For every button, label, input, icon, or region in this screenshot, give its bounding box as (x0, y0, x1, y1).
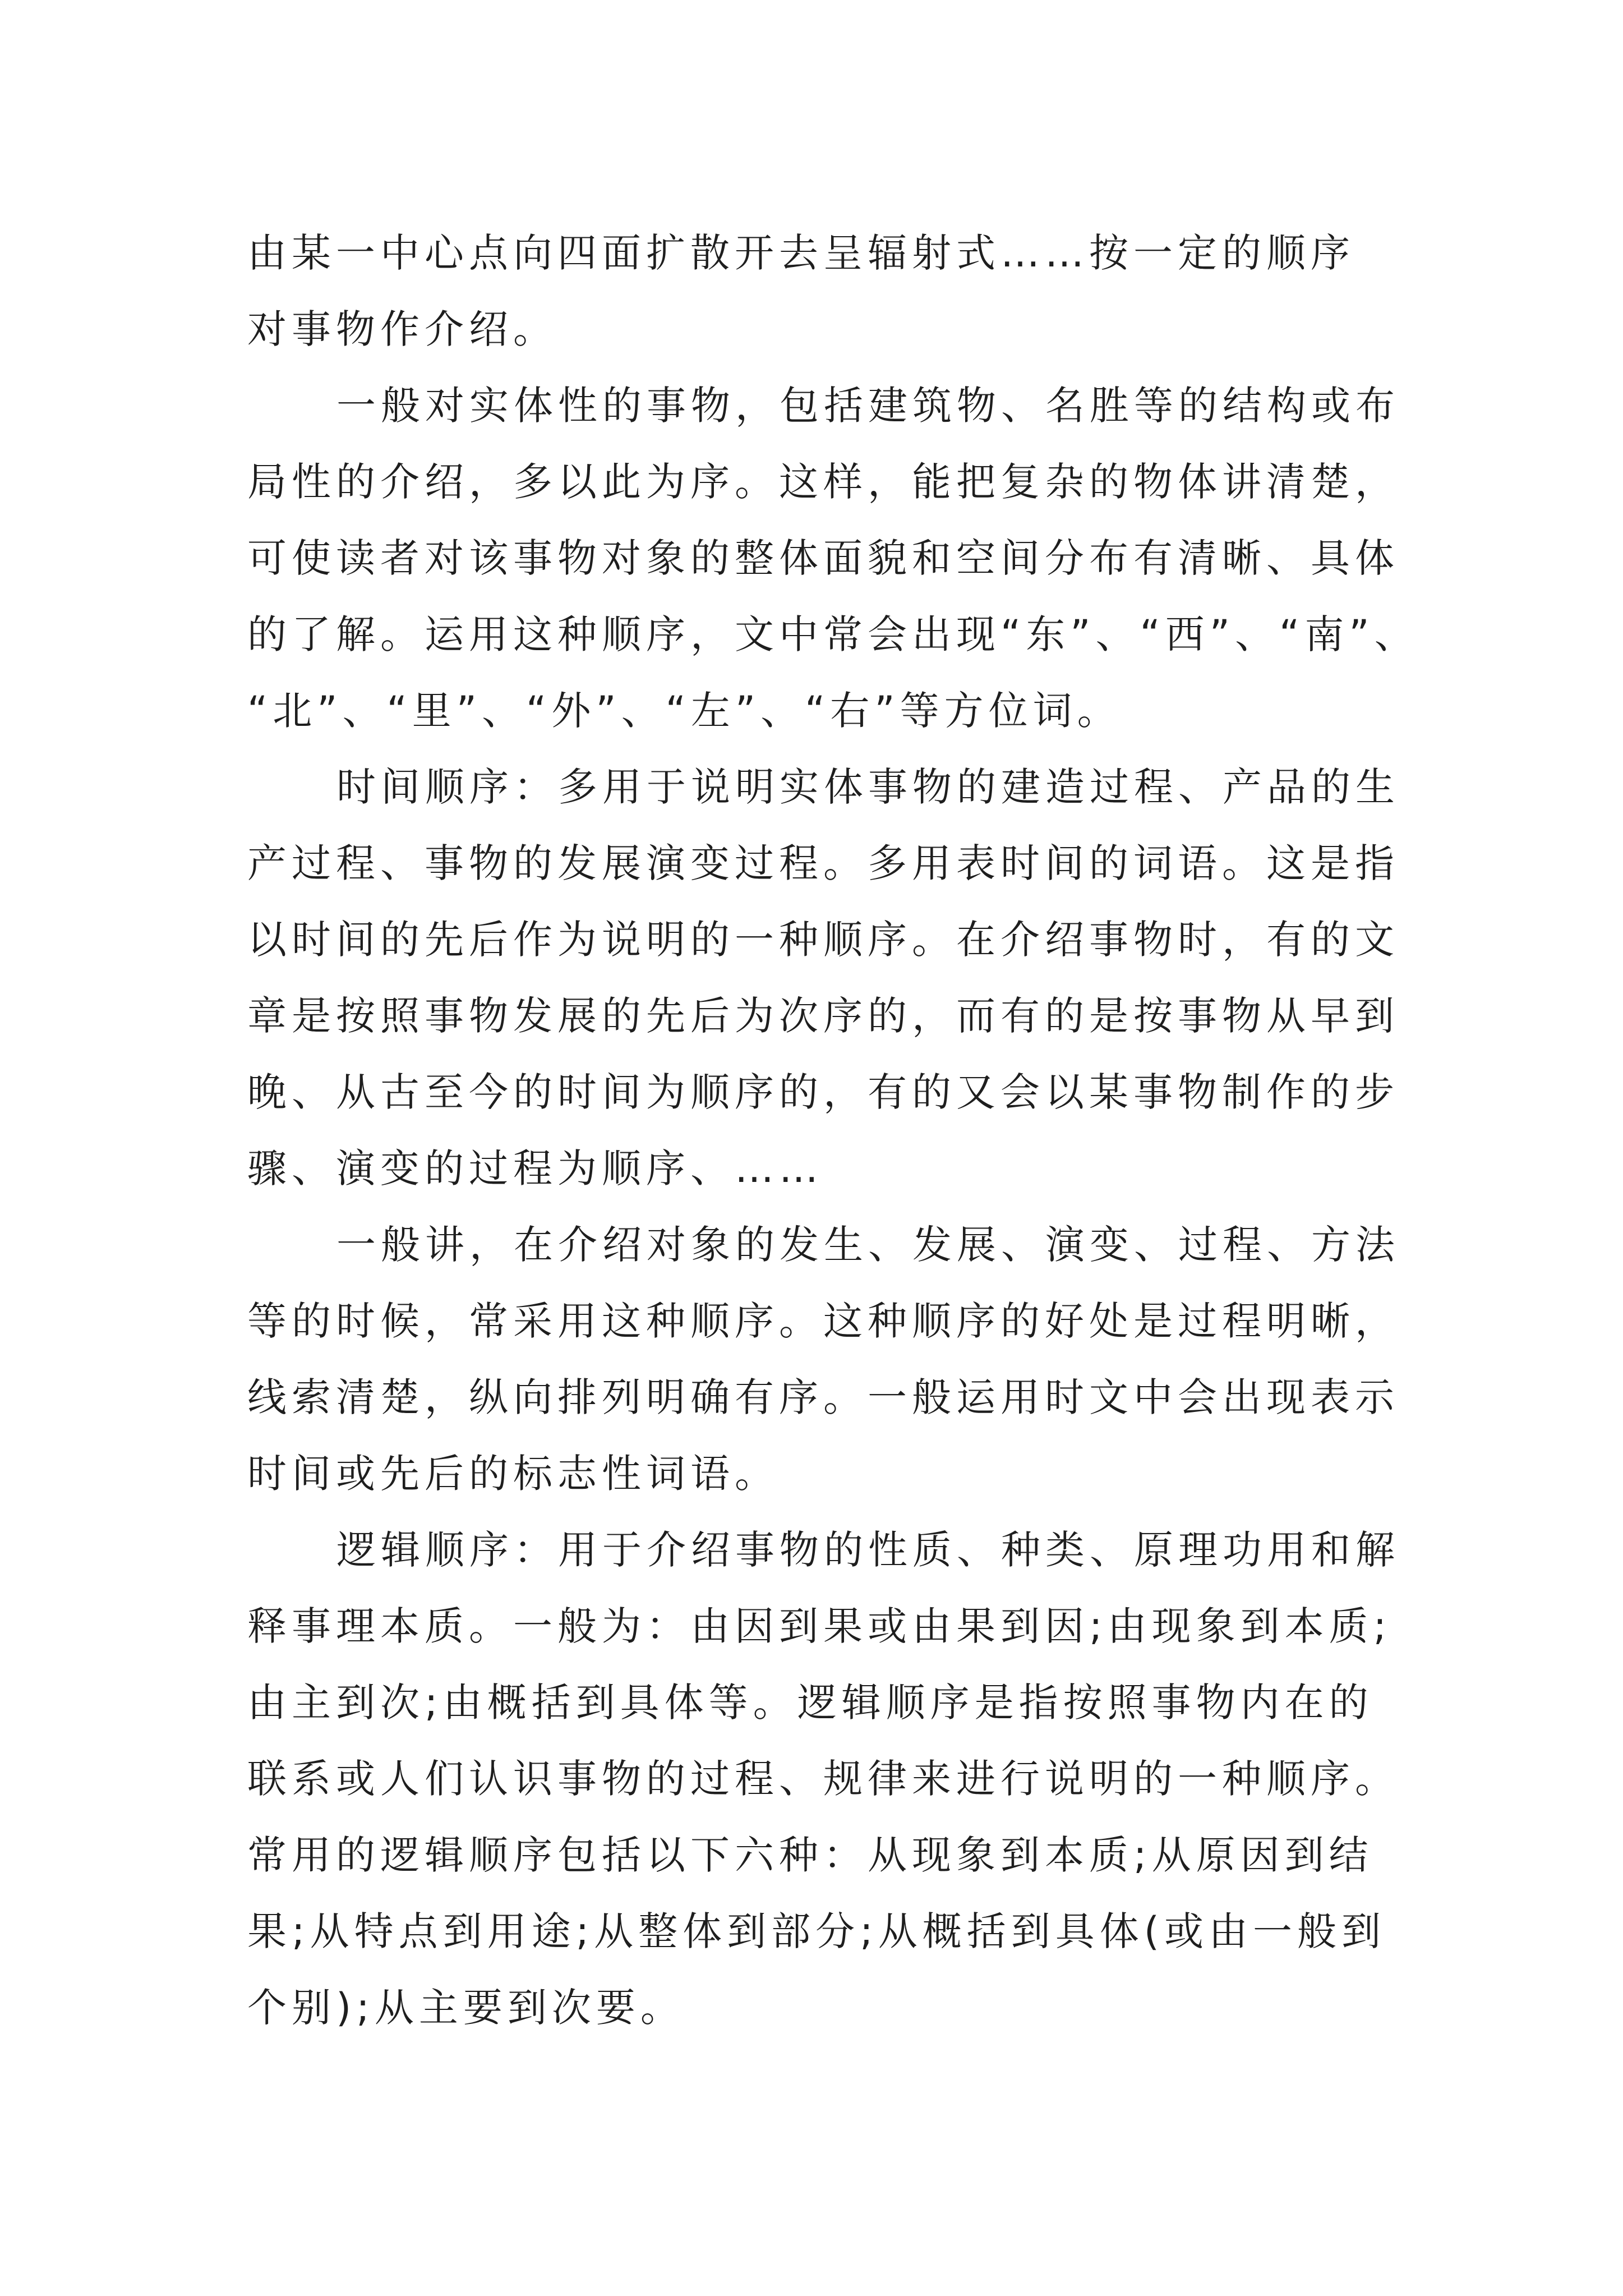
text-line: 一般对实体性的事物，包括建筑物、名胜等的结构或布 (336, 383, 1400, 429)
text-line: 果;从特点到用途;从整体到部分;从概括到具体(或由一般到 (247, 1908, 1386, 1954)
text-line: 局性的介绍，多以此为序。这样，能把复杂的物体讲清楚， (247, 459, 1399, 505)
paragraph (247, 367, 1425, 749)
text-line: 时间顺序：多用于说明实体事物的建造过程、产品的生 (336, 764, 1400, 810)
text-line: 骤、演变的过程为顺序、…… (247, 1145, 823, 1191)
text-line: 时间或先后的标志性词语。 (247, 1451, 779, 1497)
text-line: 章是按照事物发展的先后为次序的，而有的是按事物从早到 (247, 993, 1399, 1039)
text-line: 个别);从主要到次要。 (247, 1985, 685, 2031)
text-line: 等的时候，常采用这种顺序。这种顺序的好处是过程明晰， (247, 1298, 1399, 1344)
paragraph (247, 1207, 1425, 1512)
text-line: 由某一中心点向四面扩散开去呈辐射式……按一定的顺序 (247, 230, 1355, 276)
text-line: 由主到次;由概括到具体等。逻辑顺序是指按照事物内在的 (247, 1680, 1373, 1726)
text-line: 逻辑顺序：用于介绍事物的性质、种类、原理功用和解 (336, 1527, 1400, 1573)
text-line: 联系或人们认识事物的过程、规律来进行说明的一种顺序。 (247, 1756, 1399, 1802)
text-line: “北”、“里”、“外”、“左”、“右”等方位词。 (247, 688, 1122, 734)
text-line: 对事物作介绍。 (247, 306, 557, 352)
paragraph (247, 215, 1425, 367)
text-line: 一般讲，在介绍对象的发生、发展、演变、过程、方法 (336, 1222, 1400, 1268)
text-line: 线索清楚，纵向排列明确有序。一般运用时文中会出现表示 (247, 1374, 1399, 1420)
text-line: 以时间的先后作为说明的一种顺序。在介绍事物时，有的文 (247, 917, 1399, 963)
paragraph (247, 749, 1425, 1207)
text-line: 产过程、事物的发展演变过程。多用表时间的词语。这是指 (247, 840, 1399, 886)
text-line: 的了解。运用这种顺序，文中常会出现“东”、“西”、“南”、 (247, 611, 1419, 657)
text-line: 常用的逻辑顺序包括以下六种：从现象到本质;从原因到结 (247, 1832, 1373, 1878)
text-line: 释事理本质。一般为：由因到果或由果到因;由现象到本质; (247, 1603, 1392, 1649)
paragraph (247, 1512, 1425, 2046)
text-line: 晚、从古至今的时间为顺序的，有的又会以某事物制作的步 (247, 1069, 1399, 1115)
text-line: 可使读者对该事物对象的整体面貌和空间分布有清晰、具体 (247, 535, 1399, 581)
document-body (247, 215, 1425, 2046)
